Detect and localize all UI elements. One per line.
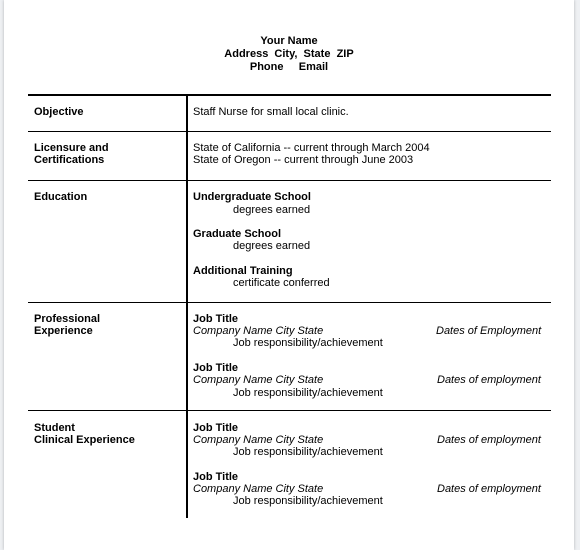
label-line: Experience — [34, 325, 93, 337]
divider-professional — [28, 410, 551, 411]
job-title: Job Title — [193, 422, 239, 434]
job-dates: Dates of employment — [437, 374, 541, 386]
job-company: Company Name City State — [193, 374, 324, 386]
job-company: Company Name City State — [193, 325, 324, 337]
job-dates: Dates of employment — [437, 434, 541, 446]
job-duty: Job responsibility/achievement — [233, 446, 383, 458]
resume-header — [4, 35, 574, 74]
education-detail: degrees earned — [233, 240, 311, 252]
job-company: Company Name City State — [193, 434, 324, 446]
education-detail: certificate conferred — [233, 277, 330, 289]
job-title: Job Title — [193, 362, 239, 374]
section-label-professional — [34, 313, 100, 337]
section-label-education: Education — [34, 191, 88, 203]
job-company: Company Name City State — [193, 483, 324, 495]
divider-objective — [28, 131, 551, 132]
header-contact: Phone Email — [249, 61, 329, 73]
top-divider — [28, 94, 551, 96]
license-item: State of California -- current through March 2004 — [193, 142, 430, 154]
header-name: Your Name — [260, 35, 318, 47]
job-title: Job Title — [193, 313, 239, 325]
education-title: Undergraduate School — [193, 191, 311, 203]
label-line: Certifications — [34, 154, 105, 166]
label-line: Professional — [34, 313, 101, 325]
column-divider — [186, 95, 188, 518]
license-item: State of Oregon -- current through June 2003 — [193, 154, 414, 166]
job-dates: Dates of Employment — [436, 325, 542, 337]
section-label-objective: Objective — [34, 106, 84, 118]
header-address: Address City, State ZIP — [224, 48, 354, 60]
divider-licensure — [28, 180, 551, 181]
job-duty: Job responsibility/achievement — [233, 387, 383, 399]
education-title: Additional Training — [193, 265, 293, 277]
section-label-licensure — [34, 142, 109, 166]
education-detail: degrees earned — [233, 204, 311, 216]
label-line: Licensure and — [34, 142, 109, 154]
job-duty: Job responsibility/achievement — [233, 337, 383, 349]
job-duty: Job responsibility/achievement — [233, 495, 383, 507]
label-line: Student — [34, 422, 75, 434]
section-label-clinical — [34, 422, 135, 446]
divider-education — [28, 302, 551, 303]
objective-text: Staff Nurse for small local clinic. — [193, 106, 349, 118]
label-line: Clinical Experience — [34, 434, 135, 446]
job-title: Job Title — [193, 471, 239, 483]
education-title: Graduate School — [193, 228, 282, 240]
job-dates: Dates of employment — [437, 483, 541, 495]
resume-page — [4, 0, 574, 550]
